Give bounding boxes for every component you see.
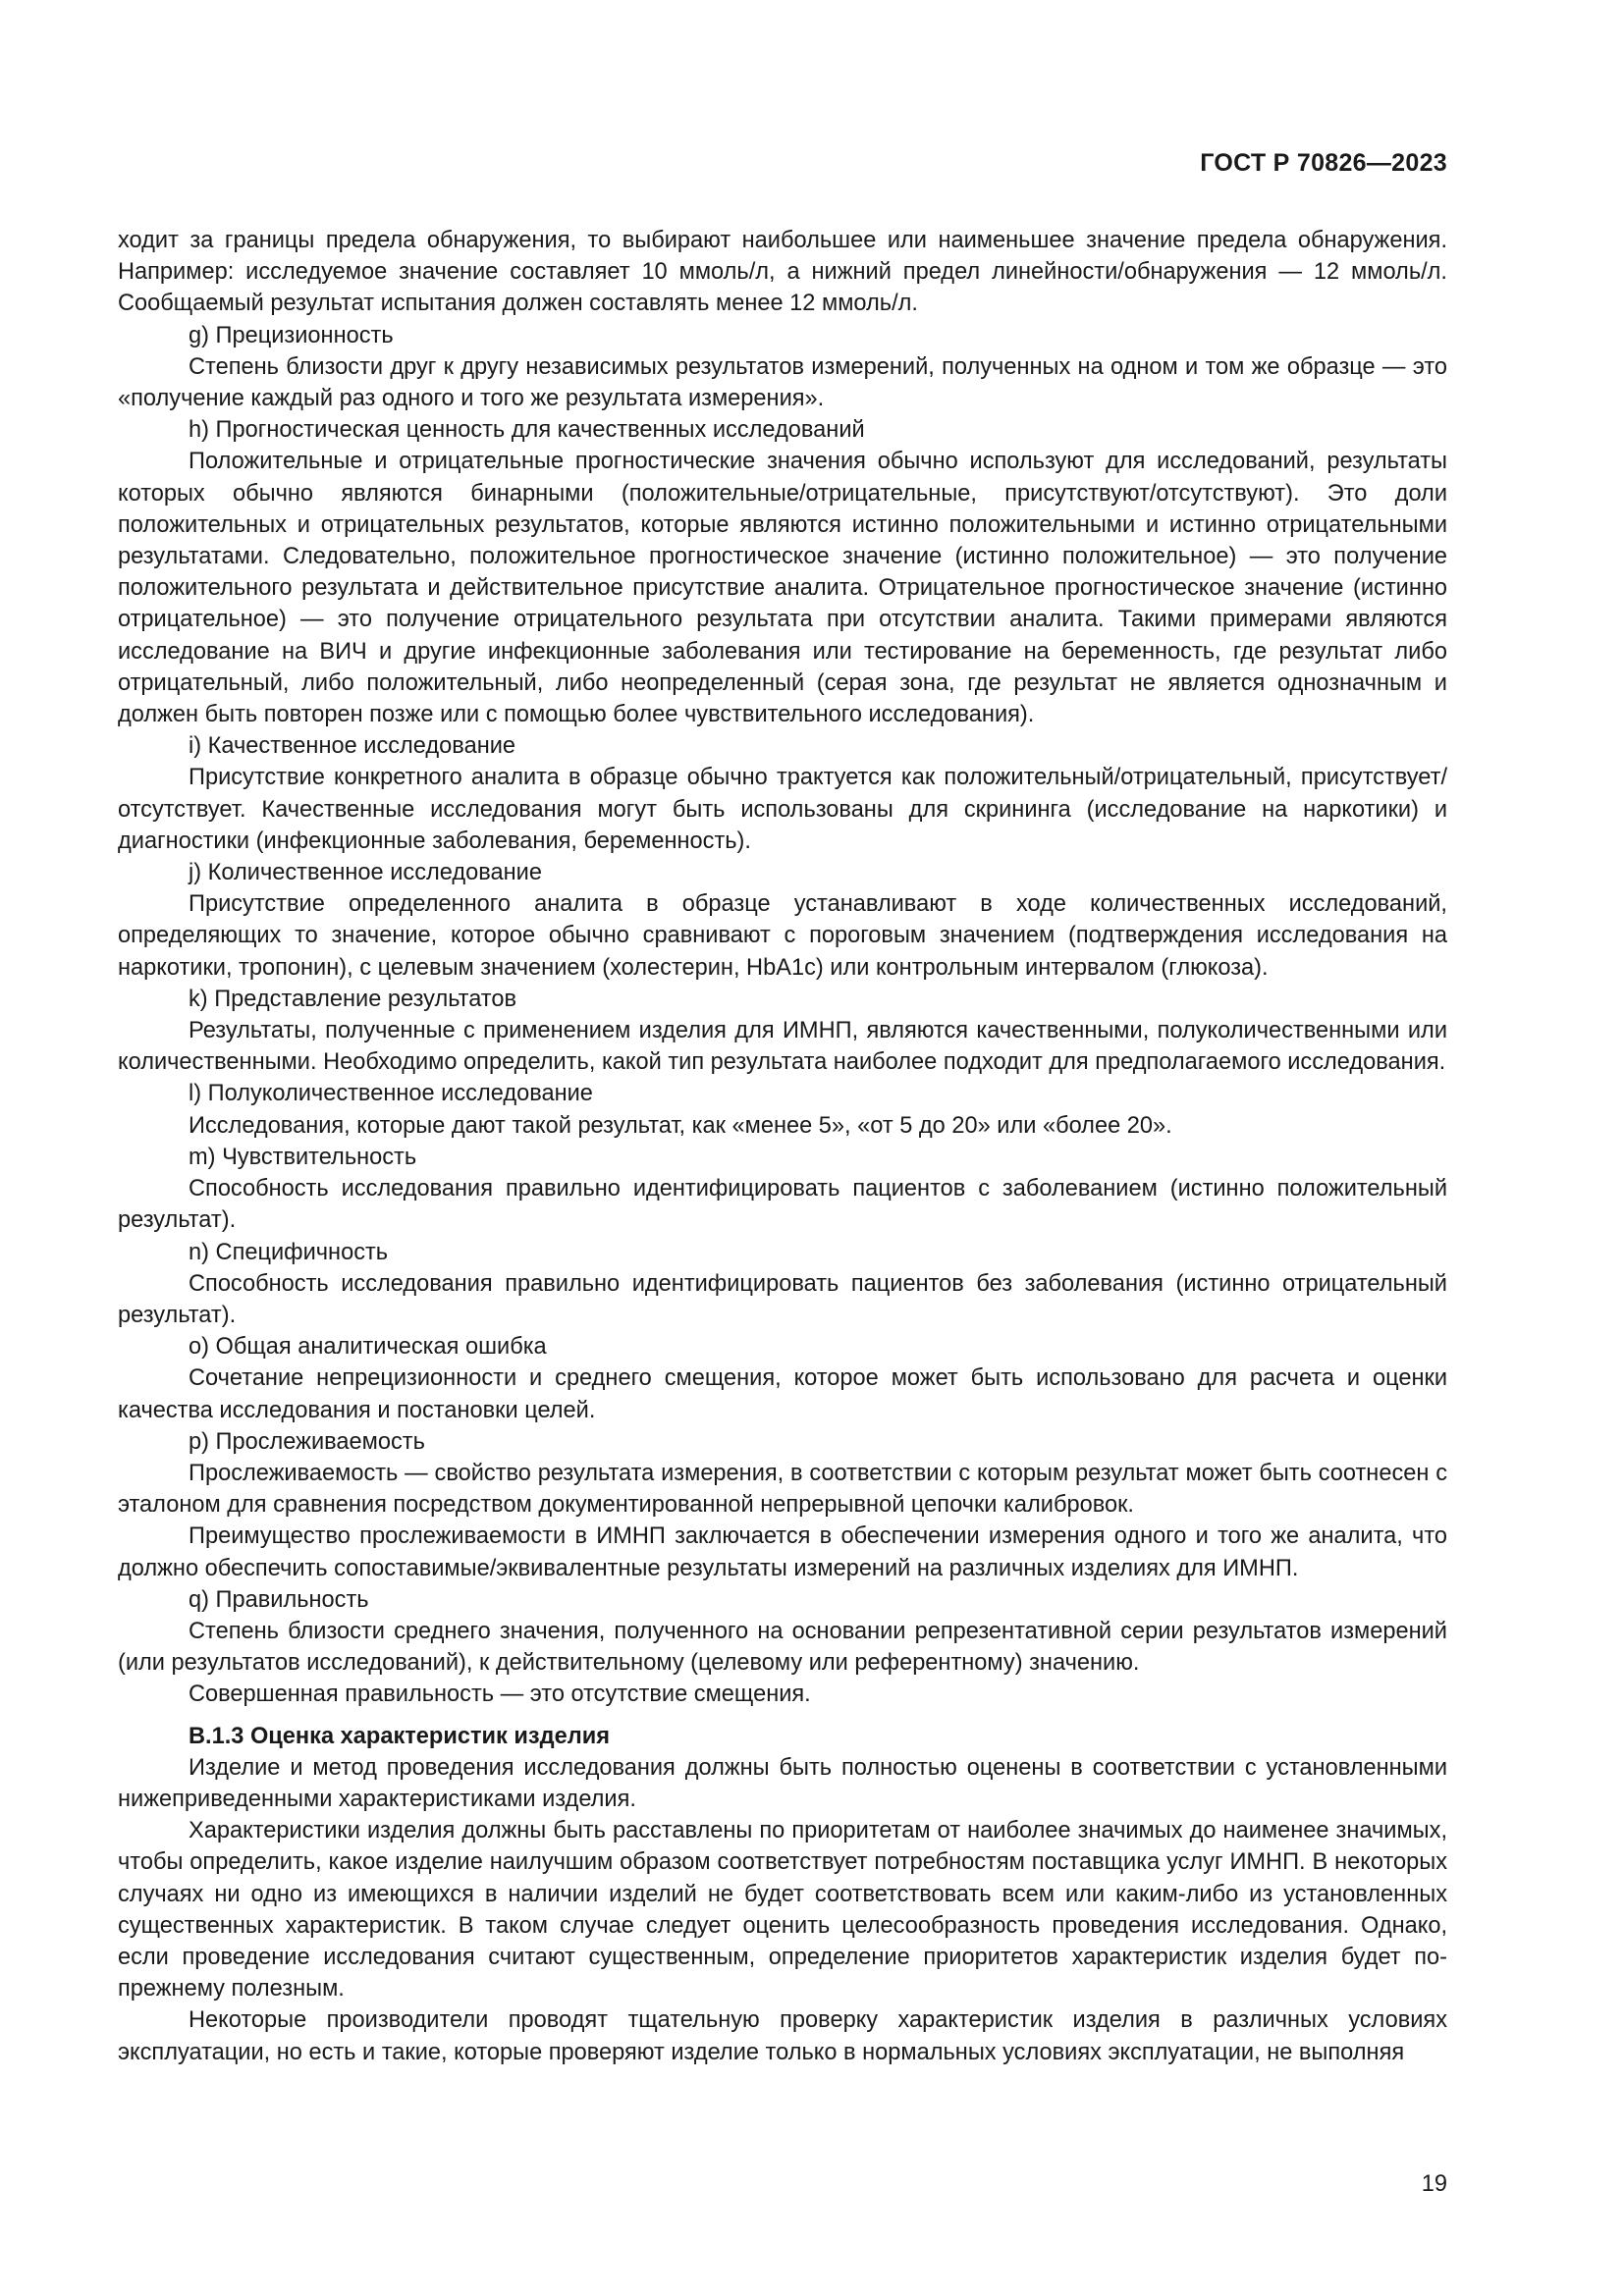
item-h-title: h) Прогностическая ценность для качественных исследований (189, 417, 865, 444)
item-j-title: j) Количественное исследование (189, 860, 542, 886)
item-p-text-2: Преимущество прослеживаемости в ИМНП заключается в обеспечении измерения одного и того же аналита, что должно обеспечить сопоставимые/эквивалентные результаты измерений на различных изделиях для ИМНП. (118, 1523, 1447, 1581)
item-l-text: Исследования, которые дают такой результат, как «менее 5», «от 5 до 20» или «более 20». (189, 1112, 1172, 1139)
item-p-title: p) Прослеживаемость (189, 1428, 425, 1455)
item-h-text: Положительные и отрицательные прогностические значения обычно используют для исследований, результаты которых обычно являются бинарными (положительные/отрицательные, присутствуют/отсутствуют). Это доли положительных и отрицательных результатов, которые являются истинно положительными и истинно отрицательными результатами. Следовательно, положительное прогностическое значение (истинно положительное) — это получение положительного результата и действительное присутствие аналита. Отрицательное прогностическое значение (истинно отрицательное) — это получение отрицательного результата при отсутствии аналита. Такими примерами являются исследование на ВИЧ и другие инфекционные заболевания или тестирование на беременность, где результат либо отрицательный, либо положительный, либо неопределенный (серая зона, где результат не является однозначным и должен быть повторен позже или с помощью более чувствительного исследования). (118, 449, 1447, 728)
item-p-text-1: Прослеживаемость — свойство результата измерения, в соответствии с которым результат может быть соотнесен с эталоном для сравнения посредством документированной непрерывной цепочки калибровок. (118, 1460, 1447, 1519)
item-o-text: Сочетание непрецизионности и среднего смещения, которое может быть использовано для расчета и оценки качества исследования и постановки целей. (118, 1365, 1447, 1423)
item-q-text-2: Совершенная правильность — это отсутствие смещения. (189, 1682, 811, 1708)
item-n-title: n) Специфичность (189, 1239, 389, 1265)
document-body (118, 225, 1447, 2068)
paragraph-continuation: ходит за границы предела обнаружения, то выбирают наибольшее или наименьшее значение предела обнаружения. Например: исследуемое значение составляет 10 ммоль/л, а нижний предел линейности/обнаружения — 12 ммоль/л. Сообщаемый результат испытания должен составлять менее 12 ммоль/л. (118, 228, 1447, 317)
item-g-title: g) Прецизионность (189, 322, 394, 348)
section-paragraph-1: Изделие и метод проведения исследования должны быть полностью оценены в соответствии с установленными нижеприведенными характеристиками изделия. (118, 1754, 1447, 1812)
item-m-text: Способность исследования правильно идентифицировать пациентов с заболеванием (истинно положительный результат). (118, 1176, 1447, 1234)
document-code-header: ГОСТ Р 70826—2023 (1200, 149, 1447, 177)
item-q-title: q) Правильность (189, 1586, 369, 1613)
section-paragraph-3: Некоторые производители проводят тщательную проверку характеристик изделия в различных условиях эксплуатации, но есть и такие, которые проверяют изделие только в нормальных условиях эксплуатации, не выполняя (118, 2007, 1447, 2065)
item-n-text: Способность исследования правильно идентифицировать пациентов без заболевания (истинно отрицательный результат). (118, 1270, 1447, 1328)
section-paragraph-2: Характеристики изделия должны быть расставлены по приоритетам от наиболее значимых до наименее значимых, чтобы определить, какое изделие наилучшим образом соответствует потребностям поставщика услуг ИМНП. В некоторых случаях ни одно из имеющихся в наличии изделий не будет соответствовать всем или каким-либо из установленных существенных характеристик. В таком случае следует оценить целесообразность проведения исследования. Однако, если проведение исследования считают существенным, определение приоритетов характеристик изделия будет по-прежнему полезным. (118, 1818, 1447, 2002)
item-q-text-1: Степень близости среднего значения, полученного на основании репрезентативной серии результатов измерений (или результатов исследований), к действительному (целевому или референтному) значению. (118, 1618, 1447, 1677)
item-l-title: l) Полуколичественное исследование (189, 1081, 593, 1107)
item-j-text: Присутствие определенного аналита в образце устанавливают в ходе количественных исследований, определяющих то значение, которое обычно сравнивают с пороговым значением (подтверждения исследования на наркотики, тропонин), с целевым значением (холестерин, HbA1c) или контрольным интервалом (глюкоза). (118, 891, 1447, 981)
section-heading: В.1.3 Оценка характеристик изделия (189, 1723, 610, 1749)
item-k-title: k) Представление результатов (189, 986, 516, 1012)
item-m-title: m) Чувствительность (189, 1144, 417, 1170)
item-k-text: Результаты, полученные с применением изделия для ИМНП, являются качественными, полуколичественными или количественными. Необходимо определить, какой тип результата наиболее подходит для предполагаемого исследования. (118, 1018, 1447, 1076)
item-g-text: Степень близости друг к другу независимых результатов измерений, полученных на одном и том же образце — это «получение каждый раз одного и того же результата измерения». (118, 353, 1447, 412)
page-number: 19 (1421, 2171, 1447, 2197)
item-o-title: o) Общая аналитическая ошибка (189, 1334, 547, 1361)
item-i-text: Присутствие конкретного аналита в образце обычно трактуется как положительный/отрицательный, присутствует/отсутствует. Качественные исследования могут быть использованы для скрининга (исследование на наркотики) и диагностики (инфекционные заболевания, беременность). (118, 765, 1447, 854)
item-i-title: i) Качественное исследование (189, 733, 516, 760)
